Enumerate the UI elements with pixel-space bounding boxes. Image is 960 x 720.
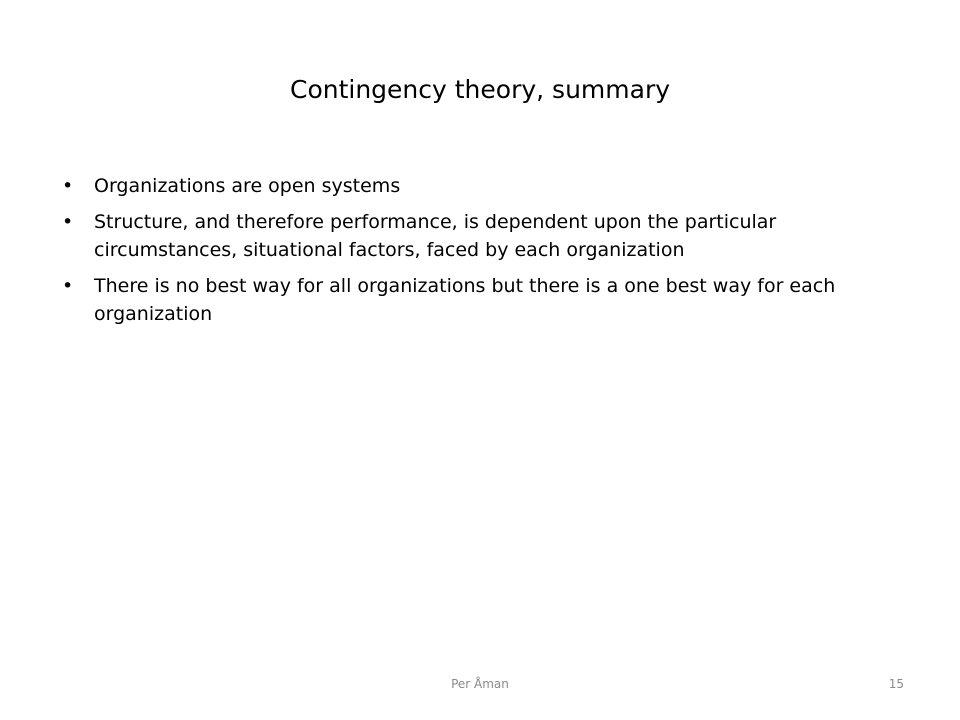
bullet-dot-icon: • [62, 175, 74, 197]
bullet-item [62, 272, 862, 328]
bullet-text: Organizations are open systems [94, 175, 401, 197]
footer-page-number: 15 [888, 677, 904, 691]
slide-title: Contingency theory, summary [289, 75, 671, 104]
bullet-dot-icon: • [62, 211, 74, 233]
bullet-item [62, 208, 862, 264]
bullet-dot-icon: • [62, 275, 74, 297]
bullet-text: Structure, and therefore performance, is dependent upon the particular circumstances, situational factors, faced by each organization [94, 211, 777, 261]
bullet-item [62, 172, 862, 200]
bullet-list [62, 172, 862, 336]
footer-author: Per Åman [451, 677, 509, 691]
bullet-text: There is no best way for all organizations but there is a one best way for each organization [94, 275, 836, 325]
